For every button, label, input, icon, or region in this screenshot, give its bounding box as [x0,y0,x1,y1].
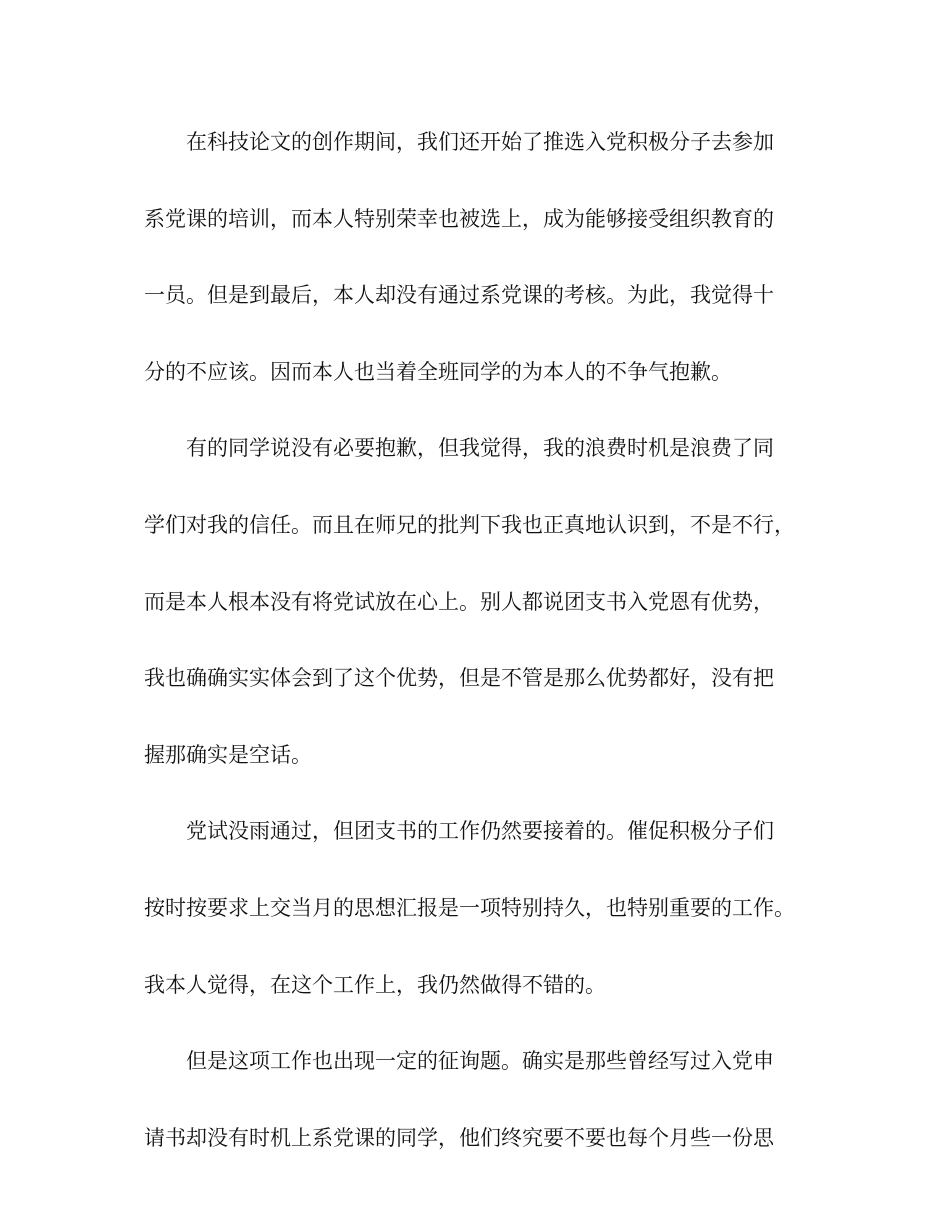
paragraph-3-line-2: 按时按要求上交当月的思想汇报是一项特别持久，也特别重要的工作。 [144,895,795,920]
document-body [144,118,809,1190]
paragraph-4-line-2: 请书却没有时机上系党课的同学，他们终究要不要也每个月些一份思 [144,1125,774,1150]
paragraph-2-line-4: 我也确确实实体会到了这个优势，但是不管是那么优势都好，没有把 [144,666,774,691]
paragraph-2-line-2: 学们对我的信任。而且在师兄的批判下我也正真地认识到，不是不行， [144,512,795,537]
paragraph-1-line-3: 一员。但是到最后，本人却没有通过系党课的考核。为此，我觉得十 [144,283,774,308]
paragraph-2-line-1: 有的同学说没有必要抱歉，但我觉得，我的浪费时机是浪费了同 [186,436,774,461]
paragraph-1-line-4: 分的不应该。因而本人也当着全班同学的为本人的不争气抱歉。 [144,359,732,384]
paragraph-3-line-3: 我本人觉得，在这个工作上，我仍然做得不错的。 [144,972,606,997]
paragraph-1-line-1: 在科技论文的创作期间，我们还开始了推选入党积极分子去参加 [186,130,774,154]
paragraph-4-line-1: 但是这项工作也出现一定的征询题。确实是那些曾经写过入党申 [186,1049,774,1074]
paragraph-2-line-5: 握那确实是空话。 [144,742,312,767]
paragraph-3-line-1: 党试没雨通过，但团支书的工作仍然要接着的。催促积极分子们 [186,819,774,844]
paragraph-1-line-2: 系党课的培训，而本人特别荣幸也被选上，成为能够接受组织教育的 [144,206,774,231]
paragraph-2-line-3: 而是本人根本没有将党试放在心上。别人都说团支书入党恩有优势， [144,589,774,614]
